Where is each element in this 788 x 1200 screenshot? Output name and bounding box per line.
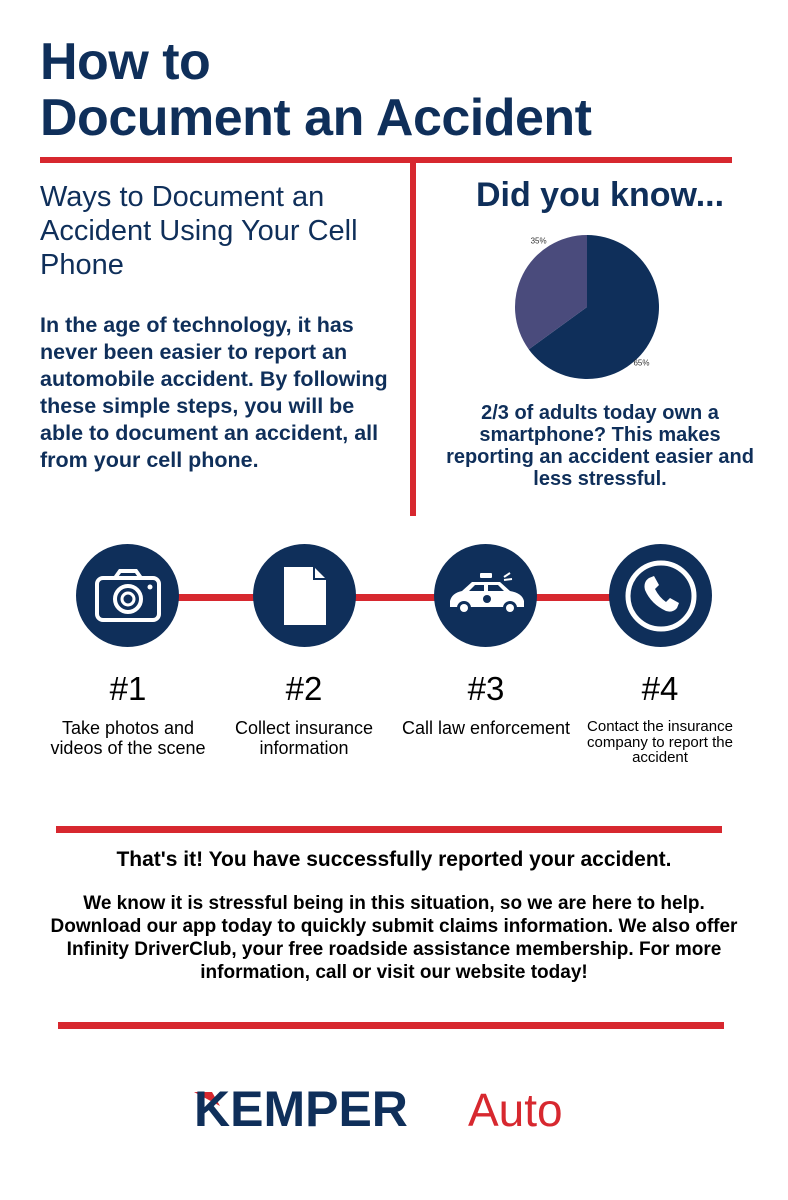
page-title xyxy=(40,34,592,146)
step-1-text: Take photos and videos of the scene xyxy=(50,718,206,758)
logo-product: Auto xyxy=(468,1084,563,1136)
step-1-number: #1 xyxy=(109,670,147,707)
vertical-divider xyxy=(410,160,416,516)
pie-chart-svg xyxy=(495,230,685,390)
step-2-circle xyxy=(253,544,356,647)
document-icon xyxy=(280,565,330,627)
pie-label-2: 35% xyxy=(530,236,547,246)
outro-top-divider xyxy=(56,826,722,833)
step-3-text: Call law enforcement xyxy=(401,718,571,738)
phone-icon xyxy=(621,556,701,636)
pie-chart xyxy=(495,230,685,390)
step-1-circle xyxy=(76,544,179,647)
outro-bottom-divider xyxy=(58,1022,724,1029)
steps-connector-line xyxy=(128,594,660,601)
logo-svg xyxy=(190,1072,610,1142)
step-3-circle xyxy=(434,544,537,647)
step-4-text: Contact the insurance company to report the accident xyxy=(587,718,733,766)
header-divider xyxy=(40,157,732,163)
outro-body: We know it is stressful being in this situation, so we are here to help. Download our app today to quickly submit claims information. We also offer Infinity DriverClub, your free roadside assistance membership. For more information, call or visit our website today! xyxy=(50,893,738,983)
did-you-know-fact: 2/3 of adults today own a smartphone? This makes reporting an accident easier and less stressful. xyxy=(446,402,754,490)
logo-brand: KEMPER xyxy=(194,1081,408,1137)
step-4-number: #4 xyxy=(641,670,679,707)
outro-headline: That's it! You have successfully reported your accident. xyxy=(116,848,672,871)
kemper-auto-logo xyxy=(190,1072,610,1142)
intro-paragraph: In the age of technology, it has never been easier to report an automobile accident. By following these simple steps, you will be able to document an accident, all from your cell phone. xyxy=(40,313,388,472)
step-4-circle xyxy=(609,544,712,647)
did-you-know-heading: Did you know... xyxy=(475,176,725,214)
camera-icon xyxy=(93,568,163,624)
section-subtitle: Ways to Document an Accident Using Your Cell Phone xyxy=(40,181,358,281)
title-line-1: How to xyxy=(40,33,211,91)
step-2-number: #2 xyxy=(285,670,323,707)
police-car-icon xyxy=(444,571,528,621)
step-3-number: #3 xyxy=(467,670,505,707)
pie-label-1: 65% xyxy=(633,358,650,368)
step-2-text: Collect insurance information xyxy=(234,718,374,758)
title-line-2: Document an Accident xyxy=(40,89,592,147)
